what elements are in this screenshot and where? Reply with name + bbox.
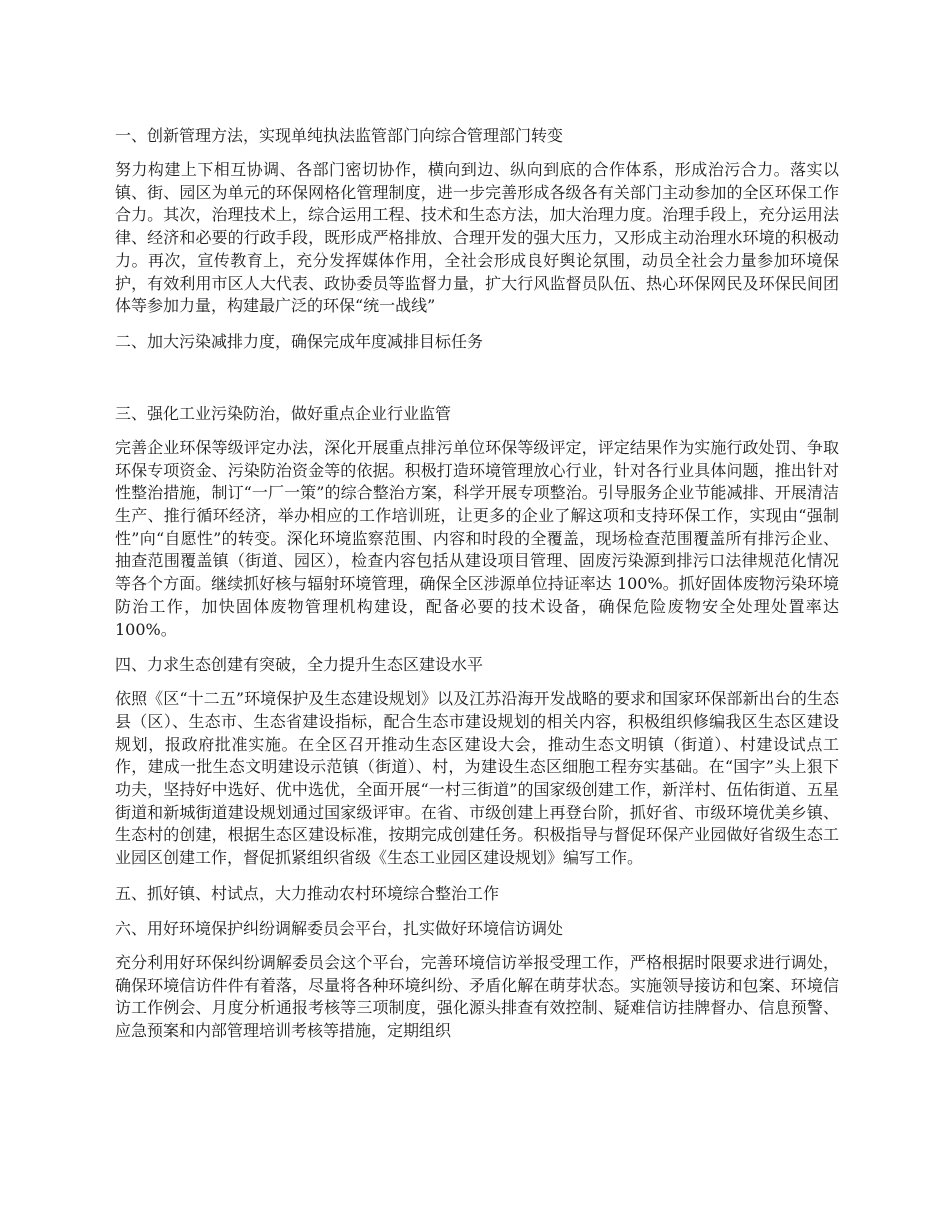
section-body-2-empty: [115, 365, 839, 402]
section-body-4: 依照《区“十二五”环境保护及生态建设规划》以及江苏沿海开发战略的要求和国家环保部新出台的生态县（区）、生态市、生态省建设指标，配合生态市建设规划的相关内容，积极组织修编我区生态区建设规划，报政府批准实施。在全区召开推动生态区建设大会，推动生态文明镇（街道）、村建设试点工作，建成一批生态文明建设示范镇（街道）、村，为建设生态区细胞工程夯实基础。在“国字”头上狠下功夫，坚持好中选好、优中选优，全面开展“一村三街道”的国家级创建工作，新洋村、伍佑街道、五星街道和新城街道建设规划通过国家级评审。在省、市级创建上再登台阶，抓好省、市级环境优美乡镇、生态村的创建，根据生态区建设标准，按期完成创建任务。积极指导与督促环保产业园做好省级生态工业园区创建工作，督促抓紧组织省级《生态工业园区建设规划》编写工作。: [115, 689, 839, 868]
section-heading-1: 一、创新管理方法，实现单纯执法监管部门向综合管理部门转变: [115, 126, 564, 145]
document-page: [115, 124, 839, 1055]
section-heading-5: 五、抓好镇、村试点，大力推动农村环境综合整治工作: [115, 883, 500, 903]
section-heading-4: 四、力求生态创建有突破，全力提升生态区建设水平: [115, 655, 484, 675]
section-heading-3: 三、强化工业污染防治，做好重点企业行业监管: [115, 403, 452, 423]
section-heading-6: 六、用好环境保护纠纷调解委员会平台，扎实做好环境信访调处: [115, 918, 564, 938]
section-body-6: 充分利用好环保纠纷调解委员会这个平台，完善环境信访举报受理工作，严格根据时限要求进行调处，确保环境信访件件有着落，尽量将各种环境纠纷、矛盾化解在萌芽状态。实施领导接访和包案、环境信访工作例会、月度分析通报考核等三项制度，强化源头排查有效控制、疑难信访挂牌督办、信息预警、应急预案和内部管理培训考核等措施，定期组织: [115, 952, 839, 1040]
section-heading-2: 二、加大污染减排力度，确保完成年度减排目标任务: [115, 331, 484, 351]
section-body-3: 完善企业环保等级评定办法，深化开展重点排污单位环保等级评定，评定结果作为实施行政处罚、争取环保专项资金、污染防治资金等的依据。积极打造环境管理放心行业，针对各行业具体问题，推出针对性整治措施，制订“一厂一策”的综合整治方案，科学开展专项整治。引导服务企业节能减排、开展清洁生产、推行循环经济，举办相应的工作培训班，让更多的企业了解这项和支持环保工作，实现由“强制性”向“自愿性”的转变。深化环境监察范围、内容和时段的全覆盖，现场检查范围覆盖所有排污企业、抽查范围覆盖镇（街道、园区），检查内容包括从建设项目管理、固废污染源到排污口法律规范化情况等各个方面。继续抓好核与辐射环境管理，确保全区涉源单位持证率达 100%。抓好固体废物污染环境防治工作，加快固体废物管理机构建设，配备必要的技术设备，确保危险废物安全处理处置率达 100%。: [115, 437, 839, 639]
section-body-1: 努力构建上下相互协调、各部门密切协作，横向到边、纵向到底的合作体系，形成治污合力。落实以镇、街、园区为单元的环保网格化管理制度，进一步完善形成各级各有关部门主动参加的全区环保工作合力。其次，治理技术上，综合运用工程、技术和生态方法，加大治理力度。治理手段上，充分运用法律、经济和必要的行政手段，既形成严格排放、合理开发的强大压力，又形成主动治理水环境的积极动力。再次，宣传教育上，充分发挥媒体作用，全社会形成良好舆论氛围，动员全社会力量参加环境保护，有效利用市区人大代表、政协委员等监督力量，扩大行风监督员队伍、热心环保网民及环保民间团体等参加力量，构建最广泛的环保“统一战线”: [115, 160, 839, 316]
